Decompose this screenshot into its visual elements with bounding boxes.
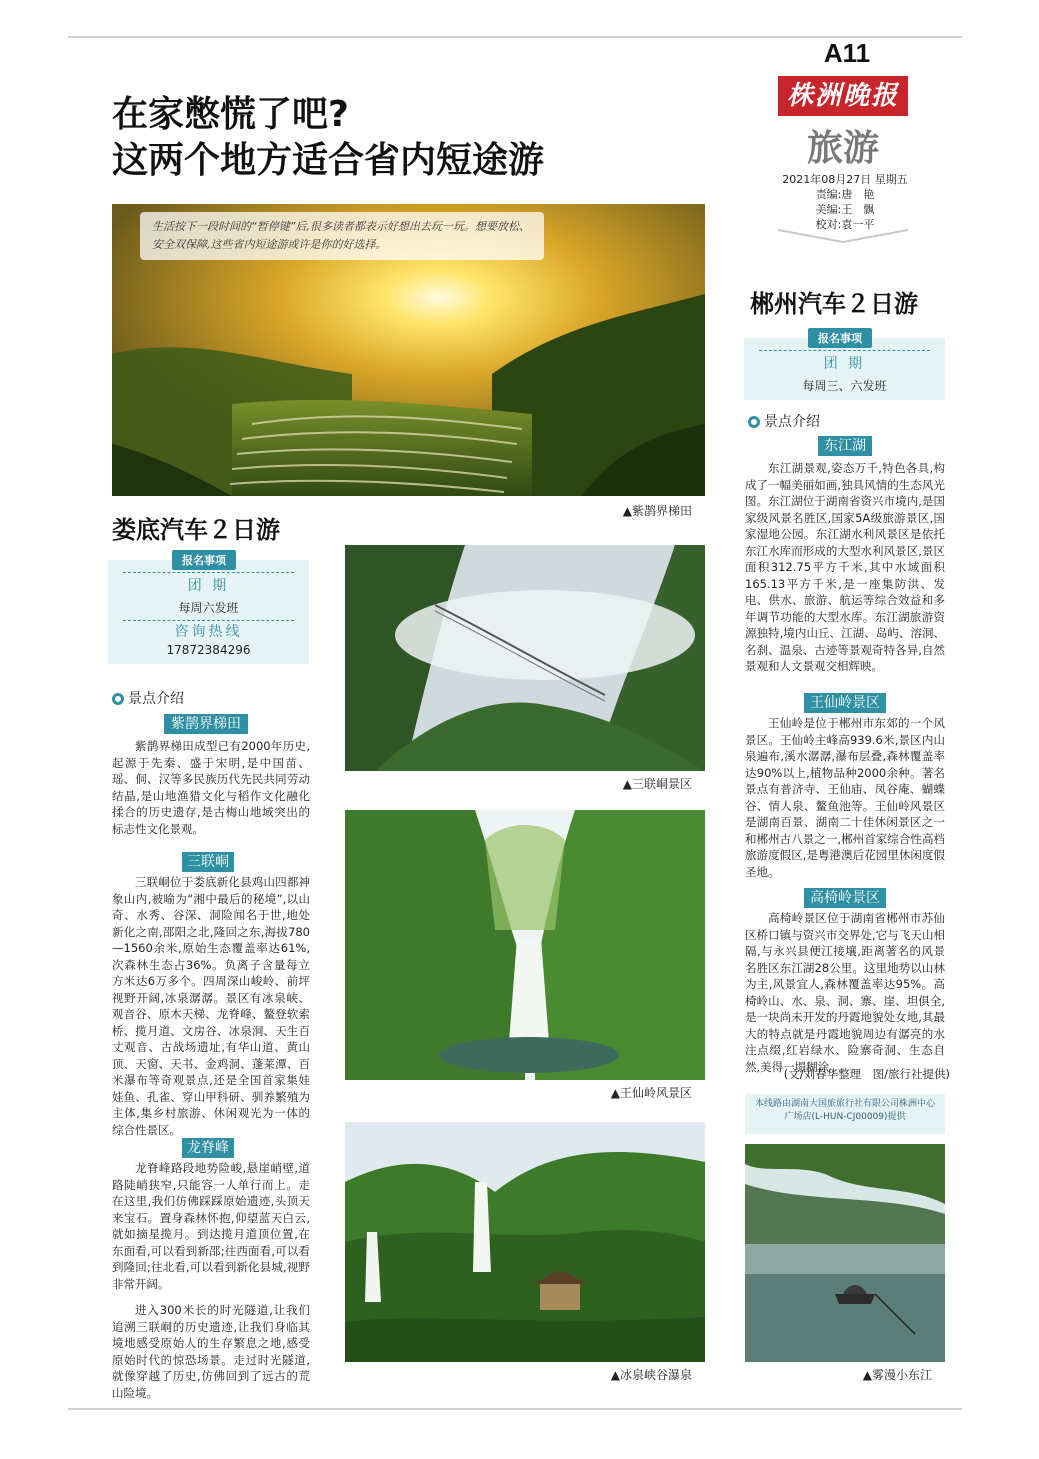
loudi-group-label: 团 期 xyxy=(187,578,230,594)
editor: 责编:唐 艳 xyxy=(815,188,875,201)
wangxian-caption: ▲王仙岭风景区 xyxy=(610,1086,692,1100)
designer: 美编:王 飘 xyxy=(815,203,875,216)
issue-meta xyxy=(760,172,930,232)
proofreader: 校对:袁一平 xyxy=(815,218,875,231)
loudi-spot3-text1: 龙脊峰路段地势险峻,悬崖峭壁,道路陡峭狭窄,只能容一人单行而上。走在这里,我们仿佛踩踩原始遗迹,头顶天来宝石。置身森林怀抱,仰望蓝天白云,就如摘星揽月。到达揽月道顶位置,在东面看,可以看到新邵;往西面看,可以看到隆回;往北看,可以看到新化县城,视野非常开阔。 xyxy=(112,1161,310,1291)
loudi-hotline: 17872384296 xyxy=(166,643,251,657)
chenzhou-spot2-title: 王仙岭景区 xyxy=(804,693,886,713)
photo-bingquan-falls xyxy=(345,1122,705,1362)
loudi-tag: 报名事项 xyxy=(172,550,236,570)
masthead-chevron xyxy=(778,228,908,246)
chenzhou-spot3-title: 高椅岭景区 xyxy=(804,888,886,908)
sanlian-caption: ▲三联峒景区 xyxy=(622,777,692,791)
chenzhou-title: 郴州汽车２日游 xyxy=(750,290,918,318)
loudi-hotline-label: 咨询热线 xyxy=(174,624,243,640)
chenzhou-spots-heading xyxy=(748,411,820,431)
issue-date: 2021年08月27日 星期五 xyxy=(782,173,908,186)
photo-wangxian-waterfall xyxy=(345,810,705,1080)
headline-line1: 在家憋慌了吧? xyxy=(112,94,349,135)
photo-sanlian-bridge xyxy=(345,545,705,771)
headline xyxy=(112,92,732,184)
circle-bullet-icon xyxy=(748,416,760,428)
chenzhou-tag: 报名事项 xyxy=(808,328,872,348)
chenzhou-spot1-text: 东江湖景观,姿态万千,特色各具,构成了一幅美丽如画,独具风情的生态风光图。东江湖位于湖南省资兴市境内,是国家级风景名胜区,国家5A级旅游景区,国家湿地公园。东江湖水利风景区是依托东江水库而形成的大型水利风景区,景区面积312.75平方千米,其中水域面积165.13平方千米,是一座集防洪、发电、供水、旅游、航运等综合效益和多年调节功能的大型水库。东江湖旅游资源独特,境内山丘、江湖、岛屿、溶洞、名刹、温泉、古迹等景观奇特各异,自然景观和人文景观交相辉映。 xyxy=(745,461,945,673)
loudi-spot1-text: 紫鹊界梯田成型已有2000年历史,起源于先秦、盛于宋明,是中国苗、瑶、侗、汉等多民族历代先民共同劳动结晶,是山地渔猎文化与稻作文化融化揉合的历史遗存,是古梅山地域突出的标志性文化景观。 xyxy=(112,739,310,836)
chenzhou-schedule: 每周三、六发班 xyxy=(802,379,887,393)
loudi-spot3-title: 龙脊峰 xyxy=(182,1138,234,1158)
section-title: 旅游 xyxy=(806,127,879,169)
chenzhou-group-label: 团 期 xyxy=(823,356,866,372)
newspaper-logo: 株洲晚报 xyxy=(778,76,908,116)
photo-xiaodongjiang xyxy=(745,1144,945,1362)
headline-line2: 这两个地方适合省内短途游 xyxy=(112,140,545,181)
xiaodongjiang-caption: ▲雾漫小东江 xyxy=(862,1368,932,1382)
loudi-spot2-title: 三联峒 xyxy=(182,852,234,872)
circle-bullet-icon xyxy=(112,693,124,705)
loudi-info-box xyxy=(108,560,309,664)
loudi-spot1-title: 紫鹊界梯田 xyxy=(164,714,248,734)
loudi-schedule: 每周六发班 xyxy=(178,601,239,615)
main-photo-caption: ▲紫鹊界梯田 xyxy=(622,504,692,518)
loudi-title: 娄底汽车２日游 xyxy=(112,516,280,544)
chenzhou-spot3-text: 高椅岭景区位于湖南省郴州市苏仙区桥口镇与资兴市交界处,它与飞天山相隔,与永兴县便江接壤,距离著名的风景名胜区东江湖28公里。这里地势以山林为主,风景宜人,森林覆盖率达95%。高椅岭山、水、泉、洞、寨、崖、坦俱全,是一块尚未开发的丹霞地貌处女地,其最大的特点就是丹霞地貌周边有潺亮的水注点缀,红岩绿水、险寨奇洞、生态自然,美得一塌糊涂。 xyxy=(745,911,945,1074)
intro-text: 生活按下一段时间的“暂停键”后,很多读者都表示好想出去玩一玩。想要放松、安全双保障,这些省内短途游或许是你的好选择。 xyxy=(140,212,544,260)
loudi-spot3-text2: 进入300米长的时光隧道,让我们追溯三联峒的历史遗迹,让我们身临其境地感受原始人的生存繁息之地,感受原始时代的惊恐场景。走过时光隧道,就像穿越了历史,仿佛回到了远古的荒山险境。 xyxy=(112,1303,310,1400)
page-number: A11 xyxy=(823,38,871,68)
chenzhou-spots-label: 景点介绍 xyxy=(764,414,820,430)
bingquan-caption: ▲冰泉峡谷瀑泉 xyxy=(610,1368,692,1382)
loudi-spot2-text: 三联峒位于娄底新化县鸡山四都神象山内,被喻为“湘中最后的秘境”,以山奇、水秀、谷深、洞险闻名于世,地处新化之南,邵阳之北,隆回之东,海拔780—1560余米,原始生态覆盖率达61%,次森林生态占36%。负离子含量每立方米达6万多个。四周深山峻岭、前坪视野开阔,冰泉潺潺。景区有冰泉峡、观音谷、原木天梯、龙脊峰、鳌登软索桥、揽月道、文房谷、冰泉洞、天生百丈观音、古战场遗址,有华山道、黄山顶、天窗、天书、金鸡洞、蓬莱潭、百米瀑布等奇观景点,还是全国首家集娃娃鱼、孔雀、穿山甲科研、驯养繁殖为主体,集乡村旅游、休闲观光为一体的综合性景区。 xyxy=(112,875,310,1137)
sponsor-box: 本线路由湖南大国旅旅行社有限公司株洲中心广场店(L-HUN-CJ00009)提供 xyxy=(745,1094,945,1134)
chenzhou-spot2-text: 王仙岭是位于郴州市东郊的一个风景区。王仙岭主峰高939.6米,景区内山泉遍布,溪水潺潺,瀑布层叠,森林覆盖率达90%以上,植物品种2000余种。著名景点有普济寺、王仙庙、凤谷庵、蝴蝶谷、情人泉、鳌鱼池等。王仙岭风景区是湖南百景、湖南二十佳休闲景区之一和郴州古八景之一,郴州首家综合性高档旅游度假区,是粤港澳后花园里休闲度假圣地。 xyxy=(745,716,945,879)
chenzhou-spot1-title: 东江湖 xyxy=(818,436,872,456)
loudi-spots-heading xyxy=(112,688,184,708)
bottom-rule xyxy=(68,1408,962,1410)
loudi-spots-label: 景点介绍 xyxy=(128,691,184,707)
credit-line: (文/刘春华整理 图/旅行社提供) xyxy=(783,1067,950,1081)
